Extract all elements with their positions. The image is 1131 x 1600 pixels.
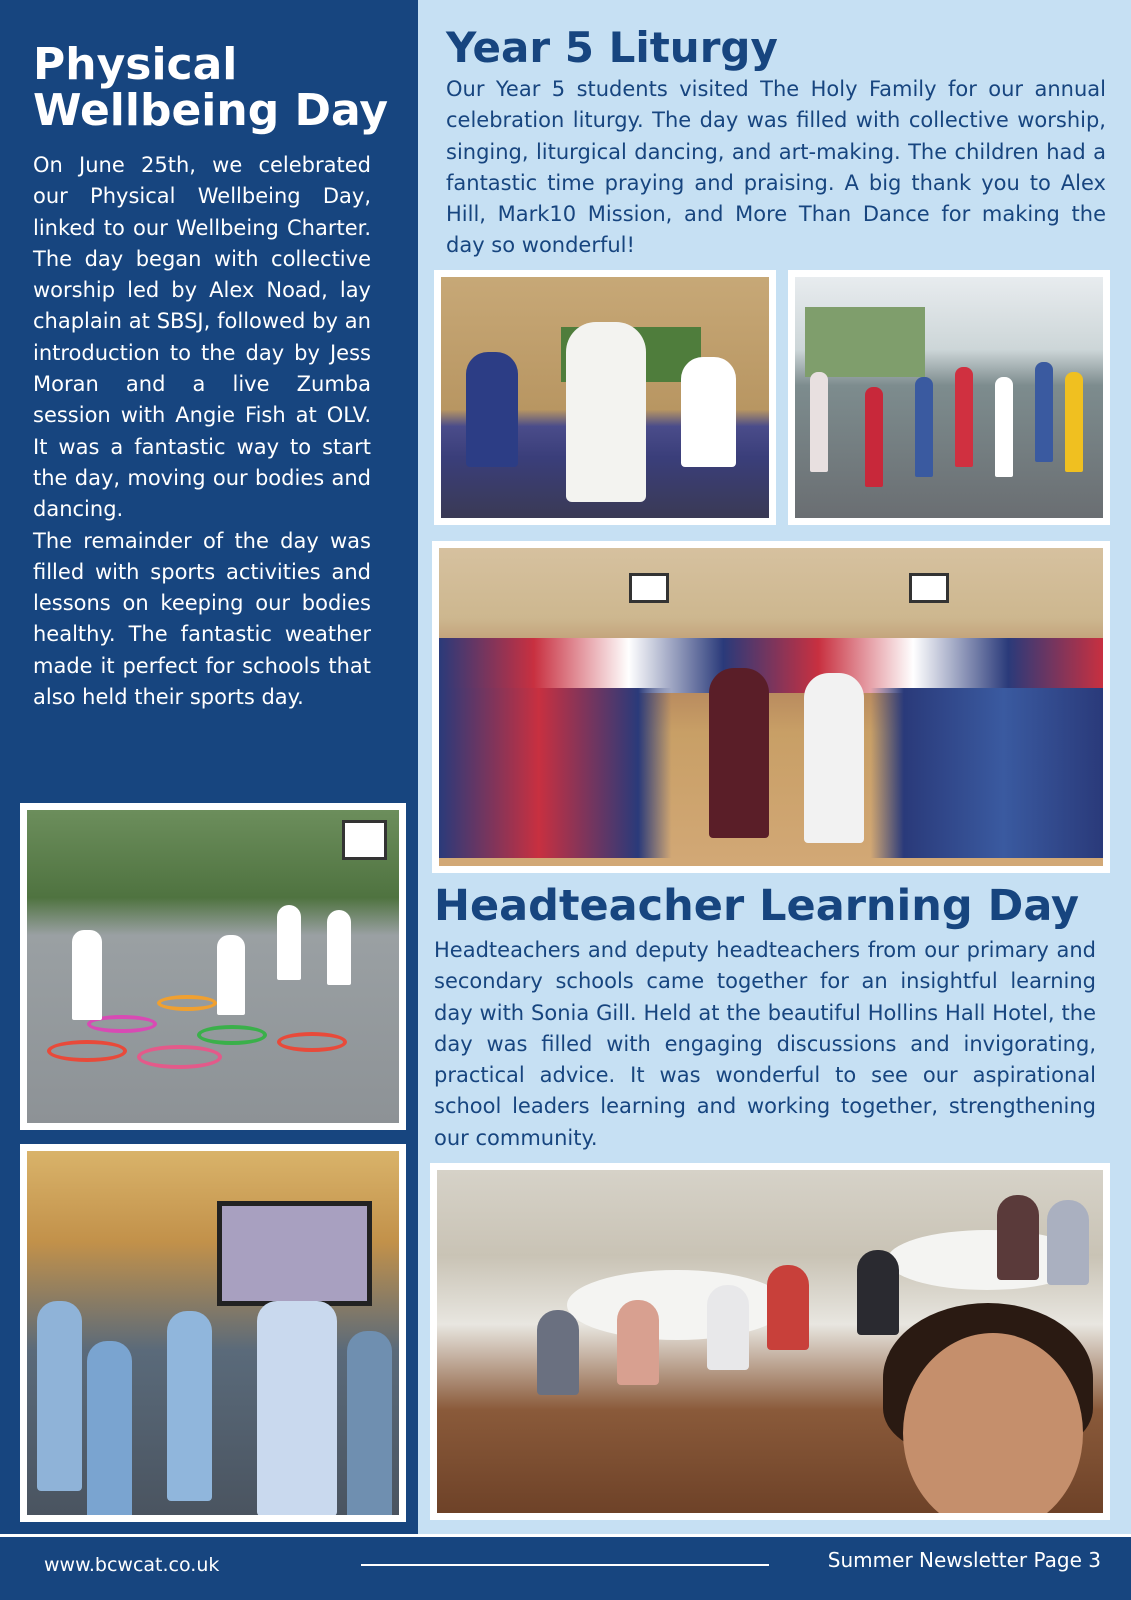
footer-website[interactable]: www.bcwcat.co.uk	[44, 1554, 220, 1576]
classroom-dancing-photo	[20, 1144, 406, 1522]
headteacher-learning-title: Headteacher Learning Day	[434, 881, 1080, 931]
footer-divider	[361, 1564, 769, 1566]
headteacher-learning-body: Headteachers and deputy headteachers from our primary and secondary schools came together for an insightful learning day with Sonia Gill. Held at the beautiful Hollins Hall Hotel, the day was filled with engaging discussions and invigorating, practical advice. It was wonderful to see our aspirational school leaders learning and working together, strengthening our community.	[434, 938, 1096, 1150]
liturgy-hall-photo	[788, 270, 1110, 525]
footer	[0, 1534, 1131, 1600]
footer-page-label: Summer Newsletter Page 3	[827, 1548, 1101, 1572]
classroom-screen	[217, 1201, 372, 1306]
physical-wellbeing-title: Physical Wellbeing Day	[33, 39, 389, 136]
year5-liturgy-title: Year 5 Liturgy	[446, 23, 778, 72]
physical-wellbeing-paragraph-1: On June 25th, we celebrated our Physical Wellbeing Day, linked to our Wellbeing Charter. The day began with collective worship led by Alex Noad, lay chaplain at SBSJ, followed by an introduction to the day by Jess Moran and a live Zumba session with Angie Fish at OLV. It was a fantastic way to start the day, moving our bodies and dancing.	[33, 153, 371, 522]
year5-liturgy-body: Our Year 5 students visited The Holy Family for our annual celebration liturgy. The day was filled with collective worship, singing, liturgical dancing, and art-making. The children had a fantastic time praying and praising. A big thank you to Alex Hill, Mark10 Mission, and More Than Dance for making the day so wonderful!	[446, 77, 1106, 258]
physical-wellbeing-paragraph-2: The remainder of the day was filled with sports activities and lessons on keeping our bodies healthy. The fantastic weather made it perfect for schools that also held their sports day.	[33, 528, 371, 710]
playground-hoops-photo	[20, 803, 406, 1130]
headteacher-hotel-photo	[430, 1163, 1110, 1520]
footer-top-rule	[0, 1534, 1131, 1537]
physical-wellbeing-body	[33, 150, 371, 713]
zumba-hall-photo	[432, 541, 1110, 873]
liturgy-altar-photo	[434, 270, 776, 525]
